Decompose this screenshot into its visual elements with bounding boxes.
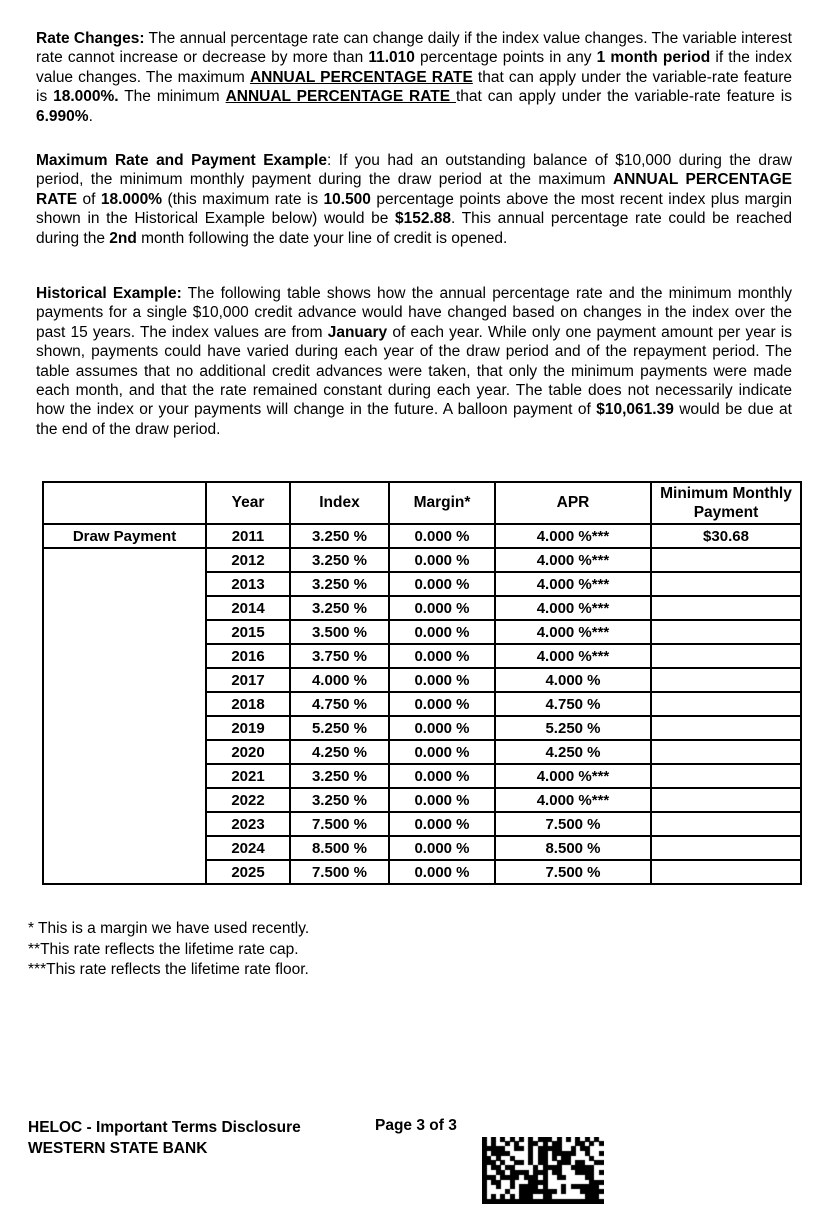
cell-margin: 0.000 % <box>389 692 495 716</box>
cell-apr: 4.250 % <box>495 740 651 764</box>
cell-apr: 4.000 %*** <box>495 596 651 620</box>
body-text: . This annual percentage rate could be reached during the <box>36 210 792 247</box>
cell-margin: 0.000 % <box>389 812 495 836</box>
footnote-rate-floor: ***This rate reflects the lifetime rate floor. <box>28 961 309 978</box>
maximum-rate-payment-example-paragraph <box>36 151 792 248</box>
cell-index: 5.250 % <box>290 716 389 740</box>
cell-year: 2021 <box>206 764 290 788</box>
cell-payment <box>651 788 801 812</box>
cell-payment <box>651 548 801 572</box>
footnote-margin: * This is a margin we have used recently. <box>28 920 310 937</box>
cell-payment <box>651 740 801 764</box>
cell-apr: 8.500 % <box>495 836 651 860</box>
body-text: percentage points in any <box>414 49 597 67</box>
emphasized-text: Maximum Rate and Payment Example <box>36 152 327 169</box>
cell-apr: 4.000 % <box>495 668 651 692</box>
cell-index: 4.750 % <box>290 692 389 716</box>
body-text: The following table shows how the annual percentage rate and the minimum monthly payments for a single $10,000 credit advance would have changed based on changes in the index over the past 15 years. The index values are from <box>36 285 793 341</box>
cell-payment <box>651 596 801 620</box>
cell-index: 8.500 % <box>290 836 389 860</box>
cell-year: 2018 <box>206 692 290 716</box>
cell-payment <box>651 692 801 716</box>
document-title: HELOC - Important Terms Disclosure <box>28 1119 301 1136</box>
emphasized-text: 2nd <box>109 229 137 247</box>
rate-changes-paragraph <box>36 29 792 126</box>
emphasized-text: January <box>327 323 388 341</box>
cell-year: 2013 <box>206 572 290 596</box>
body-text: that can apply under the variable-rate feature is <box>456 88 792 106</box>
cell-index: 3.250 % <box>290 596 389 620</box>
cell-payment <box>651 572 801 596</box>
cell-apr: 4.750 % <box>495 692 651 716</box>
body-text: that can apply under the variable-rate feature is <box>36 68 792 106</box>
cell-index: 4.000 % <box>290 668 389 692</box>
cell-margin: 0.000 % <box>389 740 495 764</box>
cell-margin: 0.000 % <box>389 596 495 620</box>
emphasized-text: Rate Changes: <box>36 30 145 47</box>
cell-payment <box>651 812 801 836</box>
cell-margin: 0.000 % <box>389 716 495 740</box>
cell-index: 3.250 % <box>290 788 389 812</box>
cell-year: 2012 <box>206 548 290 572</box>
emphasized-text: $152.88 <box>395 210 452 228</box>
cell-index: 7.500 % <box>290 860 389 884</box>
historical-example-paragraph <box>36 284 792 439</box>
emphasized-text: 6.990% <box>36 107 89 125</box>
cell-index: 3.250 % <box>290 548 389 572</box>
row-group-empty-cell <box>43 548 206 884</box>
cell-year: 2015 <box>206 620 290 644</box>
body-text: would be due at the end of the draw period. <box>36 401 792 438</box>
body-text: . <box>88 107 93 125</box>
cell-index: 3.250 % <box>290 764 389 788</box>
emphasized-text: ANNUAL PERCENTAGE RATE <box>249 68 473 86</box>
body-text: month following the date your line of credit is opened. <box>136 229 508 247</box>
cell-margin: 0.000 % <box>389 668 495 692</box>
header-minimum-monthly-payment: Minimum Monthly Payment <box>651 482 801 524</box>
bank-name: WESTERN STATE BANK <box>28 1140 208 1157</box>
header-year: Year <box>206 482 290 524</box>
cell-apr: 7.500 % <box>495 812 651 836</box>
footer <box>28 1117 301 1159</box>
row-group-label: Draw Payment <box>43 524 206 548</box>
emphasized-text: ANNUAL PERCENTAGE RATE <box>225 88 456 106</box>
cell-payment <box>651 644 801 668</box>
body-text: The annual percentage rate can change daily if the index value changes. The variable interest rate cannot increase or decrease by more than <box>36 30 792 67</box>
cell-apr: 4.000 %*** <box>495 764 651 788</box>
cell-margin: 0.000 % <box>389 572 495 596</box>
cell-margin: 0.000 % <box>389 836 495 860</box>
body-text: (this maximum rate is <box>162 190 324 208</box>
emphasized-text: 18.000% <box>100 190 163 208</box>
cell-payment <box>651 620 801 644</box>
cell-apr: 7.500 % <box>495 860 651 884</box>
emphasized-text: ANNUAL PERCENTAGE RATE <box>36 171 792 208</box>
cell-year: 2017 <box>206 668 290 692</box>
header-row-group <box>43 482 206 524</box>
cell-margin: 0.000 % <box>389 764 495 788</box>
cell-index: 3.250 % <box>290 524 389 548</box>
cell-payment <box>651 764 801 788</box>
header-index: Index <box>290 482 389 524</box>
cell-index: 3.750 % <box>290 644 389 668</box>
cell-index: 3.500 % <box>290 620 389 644</box>
cell-apr: 4.000 %*** <box>495 620 651 644</box>
body-text: : If you had an outstanding balance of $10,000 during the draw period, the minimum monthly payment during the draw period at the maximum <box>36 152 792 189</box>
datamatrix-barcode <box>482 1137 604 1204</box>
cell-year: 2019 <box>206 716 290 740</box>
table-row <box>43 524 801 548</box>
emphasized-text: $10,061.39 <box>596 401 674 419</box>
body-text: if the index value changes. The maximum <box>36 49 793 86</box>
cell-margin: 0.000 % <box>389 788 495 812</box>
cell-year: 2011 <box>206 524 290 548</box>
cell-apr: 4.000 %*** <box>495 788 651 812</box>
footnote-rate-cap: **This rate reflects the lifetime rate cap. <box>28 940 299 958</box>
cell-payment <box>651 668 801 692</box>
cell-margin: 0.000 % <box>389 524 495 548</box>
cell-margin: 0.000 % <box>389 548 495 572</box>
cell-year: 2020 <box>206 740 290 764</box>
cell-apr: 5.250 % <box>495 716 651 740</box>
body-text: of <box>77 190 101 208</box>
cell-index: 4.250 % <box>290 740 389 764</box>
header-margin: Margin* <box>389 482 495 524</box>
cell-apr: 4.000 %*** <box>495 572 651 596</box>
emphasized-text: Historical Example: <box>36 285 182 302</box>
body-text: percentage points above the most recent index plus margin shown in the Historical Example below) would be <box>36 190 792 228</box>
cell-index: 3.250 % <box>290 572 389 596</box>
footnotes <box>28 919 309 981</box>
cell-year: 2023 <box>206 812 290 836</box>
cell-year: 2025 <box>206 860 290 884</box>
cell-payment <box>651 860 801 884</box>
cell-margin: 0.000 % <box>389 620 495 644</box>
cell-index: 7.500 % <box>290 812 389 836</box>
cell-apr: 4.000 %*** <box>495 548 651 572</box>
table-header-row <box>43 482 801 524</box>
historical-table-body <box>43 524 801 884</box>
cell-apr: 4.000 %*** <box>495 524 651 548</box>
cell-year: 2014 <box>206 596 290 620</box>
header-apr: APR <box>495 482 651 524</box>
emphasized-text: 1 month period <box>596 49 711 67</box>
cell-margin: 0.000 % <box>389 644 495 668</box>
cell-apr: 4.000 %*** <box>495 644 651 668</box>
cell-year: 2022 <box>206 788 290 812</box>
emphasized-text: 11.010 <box>368 49 415 67</box>
emphasized-text: 18.000%. <box>53 88 119 106</box>
body-text: The minimum <box>118 88 226 106</box>
cell-year: 2024 <box>206 836 290 860</box>
body-text: of each year. While only one payment amount per year is shown, payments could have varied during each year of the draw period and of the repayment period. The table assumes that no additional credit advances were taken, that only the minimum payments were made each month, and that the rate remained constant during each year. The table does not necessarily indicate how the index or your payments will change in the future. A balloon payment of <box>36 323 793 419</box>
cell-payment: $30.68 <box>651 524 801 548</box>
cell-payment <box>651 716 801 740</box>
page-number: Page 3 of 3 <box>375 1117 457 1134</box>
cell-margin: 0.000 % <box>389 860 495 884</box>
cell-year: 2016 <box>206 644 290 668</box>
emphasized-text: 10.500 <box>323 190 371 208</box>
table-row <box>43 548 801 572</box>
cell-payment <box>651 836 801 860</box>
historical-example-table <box>42 481 802 885</box>
